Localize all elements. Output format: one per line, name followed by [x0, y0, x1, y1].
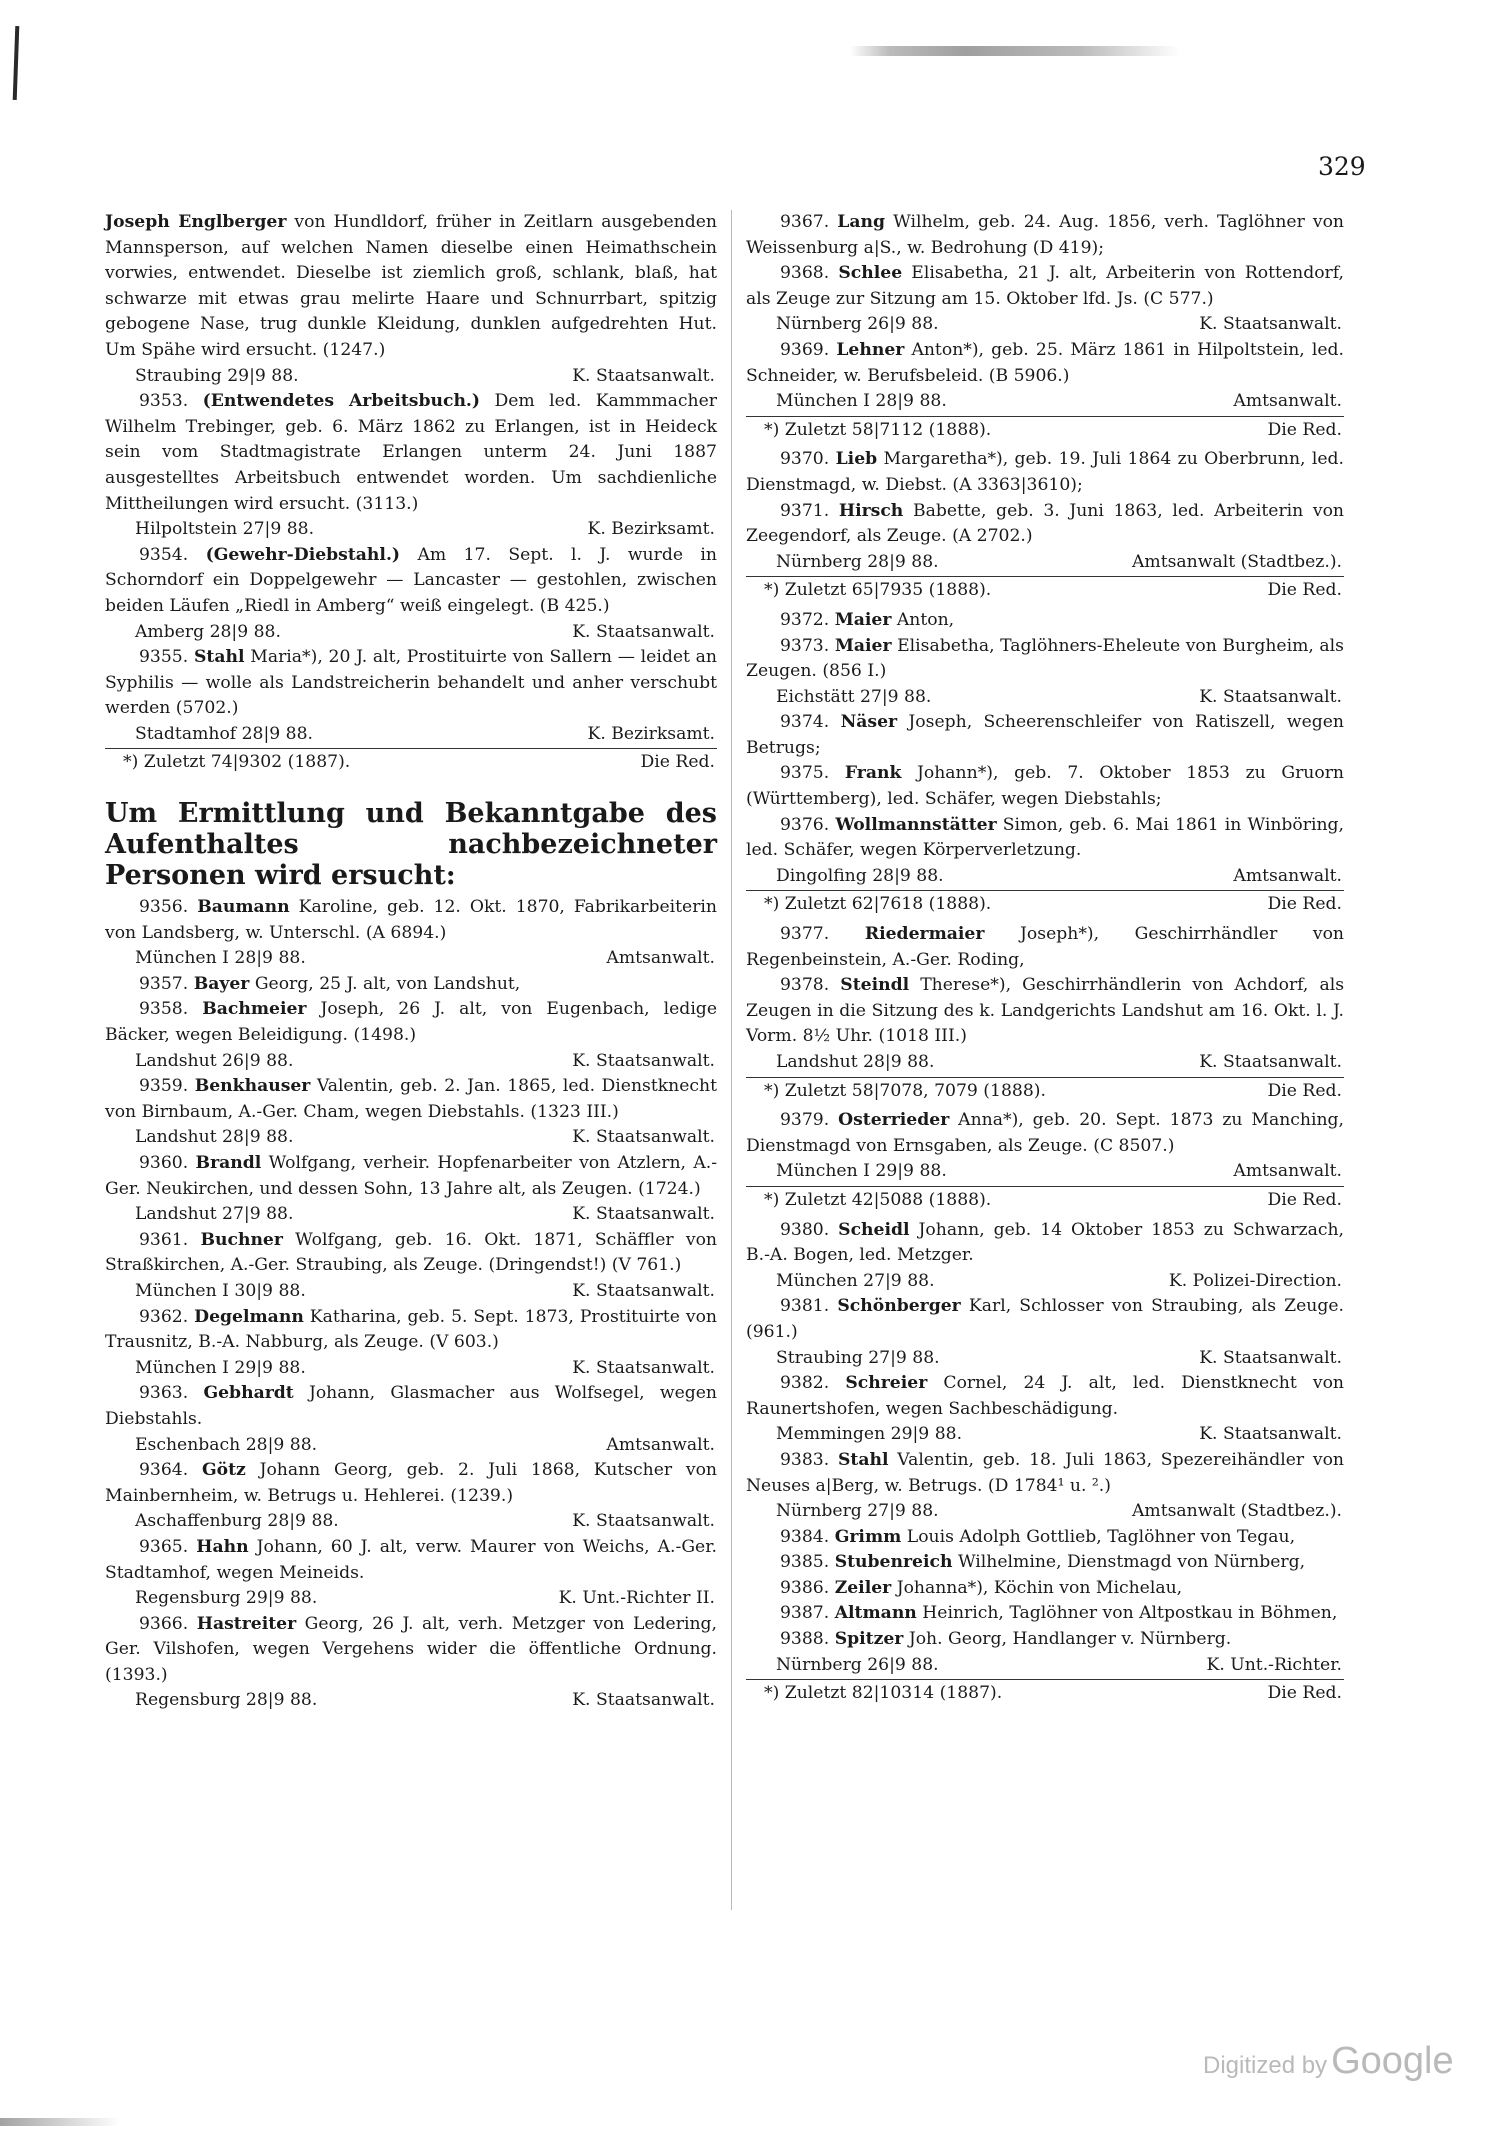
entry: [105, 210, 717, 389]
entry-name: Zeiler: [834, 1577, 892, 1598]
entry-name: Maier: [834, 609, 892, 630]
entry-place: Landshut 27|9 88.: [135, 1204, 294, 1225]
entry: [746, 1576, 1344, 1602]
entry-text: Louis Adolph Gottlieb, Taglöhner von Tegau,: [906, 1526, 1296, 1547]
entry-place: Regensburg 29|9 88.: [135, 1588, 318, 1609]
scan-mark: [13, 26, 20, 100]
entry-number: 9370.: [780, 449, 830, 470]
entry: [105, 895, 717, 972]
entry-number: 9356.: [139, 897, 189, 918]
entry-text: Wolfgang, verheir. Hopfenarbeiter von Atzlern, A.-Ger. Neukirchen, und dessen Sohn, 13 Jahre alt, als Zeugen. (1724.): [105, 1153, 718, 1199]
scan-smudge-bottom: [0, 2118, 120, 2126]
entry-number: 9381.: [780, 1296, 830, 1317]
entry-number: 9364.: [139, 1460, 189, 1481]
entry-text: Wilhelmine, Dienstmagd von Nürnberg,: [957, 1552, 1306, 1573]
entry-number: 9384.: [780, 1526, 830, 1547]
entry: [746, 813, 1344, 918]
entry: [746, 1218, 1344, 1295]
entry-text: Wolfgang, geb. 16. Okt. 1871, Schäffler von Straßkirchen, A.-Ger. Straubing, als Zeuge. (Dringendst!) (V 761.): [105, 1229, 718, 1276]
entry-authority: K. Bezirksamt.: [587, 723, 715, 744]
entry-place: Eichstätt 27|9 88.: [776, 686, 932, 707]
entry-authority: K. Staatsanwalt.: [1199, 1424, 1342, 1445]
entry-number: 9385.: [780, 1552, 830, 1573]
entry-number: 9382.: [780, 1373, 830, 1394]
entry-text: Therese*), Geschirrhändlerin von Achdorf, als Zeugen in die Sitzung des k. Landgerichts Landshut am 16. Okt. l. J. Vorm. 8½ Uhr. (1018 III.): [746, 975, 1345, 1047]
entry: [746, 261, 1344, 338]
footnote: *) Zuletzt 62|7618 (1888). Die Red.: [746, 890, 1344, 918]
entry-place: Nürnberg 26|9 88.: [776, 1654, 939, 1675]
entry-name: Hastreiter: [196, 1613, 297, 1634]
entry-name: Altmann: [834, 1603, 917, 1624]
entry-number: 9376.: [780, 814, 830, 835]
entry-number: 9387.: [780, 1603, 830, 1624]
entry-authority: K. Staatsanwalt.: [572, 621, 715, 642]
entry-text: Elisabetha, 21 J. alt, Arbeiterin von Rottendorf, als Zeuge zur Sitzung am 15. Oktober lfd. Js. (C 577.): [746, 263, 1344, 309]
entry: [746, 338, 1344, 443]
entry-place: München I 29|9 88.: [776, 1161, 947, 1182]
entry-text: Georg, 26 J. alt, verh. Metzger von Ledering, Ger. Vilshofen, wegen Vergehens wider die öffentliche Ordnung. (1393.): [105, 1613, 717, 1685]
entry: [746, 634, 1344, 711]
entry-authority: K. Polizei-Direction.: [1168, 1270, 1342, 1291]
entry-name: Maier: [834, 635, 892, 656]
entry: [105, 1074, 717, 1151]
entry-place: Regensburg 28|9 88.: [135, 1690, 318, 1711]
entry-authority: K. Staatsanwalt.: [1199, 314, 1342, 335]
entry: [746, 922, 1344, 973]
entry: [746, 499, 1344, 604]
entry-place: München 27|9 88.: [776, 1270, 935, 1291]
entry: [105, 1612, 717, 1714]
entry-number: 9355.: [139, 647, 189, 668]
scan-smudge: [850, 46, 1180, 56]
entry-number: 9353.: [139, 391, 189, 412]
footnote: *) Zuletzt 82|10314 (1887). Die Red.: [746, 1679, 1344, 1707]
entry-authority: K. Staatsanwalt.: [572, 1357, 715, 1378]
entry-text: Am 17. Sept. l. J. wurde in Schorndorf ein Doppelgewehr — Lancaster — gestohlen, zwischen beiden Läufen „Riedl in Amberg“ weiß eingelegt. (B 425.): [105, 544, 717, 616]
entry-name: Hahn: [196, 1536, 249, 1557]
entry-text: Valentin, geb. 2. Jan. 1865, led. Dienstknecht von Birnbaum, A.-Ger. Cham, wegen Diebstahls. (1323 III.): [105, 1076, 718, 1122]
entry-number: 9375.: [780, 763, 830, 784]
entry: [746, 447, 1344, 498]
google-logo: Google: [1331, 2040, 1454, 2082]
entry-number: 9388.: [780, 1629, 830, 1650]
entry-name: Stahl: [193, 647, 245, 668]
entry-authority: Amtsanwalt.: [1233, 1161, 1342, 1182]
entry-text: Elisabetha, Taglöhners-Eheleute von Burgheim, als Zeugen. (856 I.): [746, 635, 1344, 682]
entry-text: Valentin, geb. 18. Juli 1863, Spezereihändler von Neuses a|Berg, w. Betrugs. (D 1784¹ u. ².): [746, 1449, 1345, 1496]
entry-place: München I 29|9 88.: [135, 1357, 306, 1378]
entry-name: Schlee: [838, 263, 903, 284]
entry: [105, 972, 717, 998]
entry: [746, 1525, 1344, 1551]
page-number: 329: [1318, 152, 1366, 181]
entry: [746, 1108, 1344, 1213]
entry-number: 9367.: [780, 212, 830, 232]
entry-authority: Amtsanwalt.: [1233, 865, 1342, 886]
entry-name: (Gewehr-Diebstahl.): [205, 544, 401, 565]
entry-place: Landshut 28|9 88.: [776, 1052, 935, 1072]
entry-text: Maria*), 20 J. alt, Prostituirte von Sallern — leidet an Syphilis — wolle als Landstreicherin behandelt und anher verschubt werden (5702.): [105, 647, 717, 719]
section-heading: Um Ermittlung und Bekanntgabe des Aufenthaltes nachbezeichneter Personen wird ersucht:: [105, 798, 717, 892]
entry-authority: Amtsanwalt.: [1233, 391, 1342, 412]
entry: [105, 1535, 717, 1612]
entry-authority: K. Staatsanwalt.: [572, 1050, 715, 1071]
entry-authority: Amtsanwalt (Stadtbez.).: [1132, 1501, 1342, 1522]
entry-number: 9379.: [780, 1110, 830, 1131]
entry-authority: K. Staatsanwalt.: [1199, 686, 1342, 707]
entry-name: Brandl: [195, 1153, 262, 1173]
entry-authority: K. Staatsanwalt.: [572, 1690, 715, 1711]
entry-text: Dem led. Kammmacher Wilhelm Trebinger, geb. 6. März 1862 zu Erlangen, ist in Heideck sein vom Stadtmagistrate Erlangen unterm 24. Juni 1887 ausgestelltes Arbeitsbuch entwendet worden. Um sachdienliche Mittheilungen wird ersucht. (3113.): [105, 391, 718, 514]
entry-name: Gebhardt: [203, 1383, 294, 1404]
entry-place: Nürnberg 27|9 88.: [776, 1501, 939, 1522]
footnote: *) Zuletzt 74|9302 (1887). Die Red.: [105, 748, 717, 776]
entry: [746, 1550, 1344, 1576]
footnote: *) Zuletzt 65|7935 (1888). Die Red.: [746, 576, 1344, 604]
entry: [746, 210, 1344, 261]
entry-text: Johanna*), Köchin von Michelau,: [896, 1577, 1183, 1598]
entry-place: Dingolfing 28|9 88.: [776, 865, 944, 886]
entry-name: Degelmann: [194, 1306, 304, 1327]
entry-place: Amberg 28|9 88.: [135, 621, 281, 642]
entry-authority: Amtsanwalt.: [606, 948, 715, 969]
entry-text: Johann, 60 J. alt, verw. Maurer von Weichs, A.-Ger. Stadtamhof, wegen Meineids.: [105, 1536, 718, 1583]
entry-name: Stahl: [837, 1449, 889, 1470]
entry-name: Steindl: [840, 975, 910, 996]
column-divider: [731, 210, 732, 1910]
entry: [746, 1371, 1344, 1448]
entry-place: Memmingen 29|9 88.: [776, 1424, 963, 1445]
entry-number: 9361.: [139, 1229, 189, 1250]
entry: [105, 389, 717, 543]
entry-name: Schreier: [845, 1373, 928, 1394]
entry-name: Bachmeier: [202, 999, 307, 1020]
entry-name: Frank: [844, 763, 902, 784]
entry-number: 9366.: [139, 1613, 189, 1634]
entry-name: Lieb: [835, 449, 878, 470]
entry-place: Landshut 26|9 88.: [135, 1050, 294, 1071]
entry-number: 9377.: [780, 924, 830, 945]
entry-place: Aschaffenburg 28|9 88.: [135, 1511, 339, 1532]
entry: [105, 1381, 717, 1458]
entry-authority: K. Staatsanwalt.: [572, 365, 715, 386]
entry-text: Anton,: [896, 609, 955, 630]
entry-number: 9368.: [780, 263, 830, 284]
entry-text: Wilhelm, geb. 24. Aug. 1856, verh. Taglöhner von Weissenburg a|S., w. Bedrohung (D 419);: [746, 212, 1344, 258]
entry-text: Simon, geb. 6. Mai 1861 in Winböring, led. Schäfer, wegen Körperverletzung.: [746, 814, 1344, 861]
right-column: [746, 210, 1344, 1711]
entry-text: Karoline, geb. 12. Okt. 1870, Fabrikarbeiterin von Landsberg, w. Unterschl. (A 6894.): [105, 897, 717, 943]
entry-number: 9359.: [139, 1076, 189, 1097]
entry-name: Stubenreich: [834, 1552, 953, 1573]
entry-authority: K. Staatsanwalt.: [572, 1204, 715, 1225]
entry-name: Götz: [201, 1460, 246, 1481]
entry-authority: K. Unt.-Richter II.: [558, 1588, 715, 1609]
entry-place: Nürnberg 26|9 88.: [776, 314, 939, 335]
entry-name: Schönberger: [837, 1296, 961, 1317]
footnote: *) Zuletzt 42|5088 (1888). Die Red.: [746, 1186, 1344, 1214]
entry-text: Joseph, Scheerenschleifer von Ratiszell, wegen Betrugs;: [746, 712, 1344, 758]
entry-number: 9386.: [780, 1577, 830, 1598]
entry-authority: K. Staatsanwalt.: [572, 1280, 715, 1301]
footnote: *) Zuletzt 58|7078, 7079 (1888). Die Red.: [746, 1077, 1344, 1105]
entry-number: 9378.: [780, 975, 830, 996]
entry-name: Baumann: [197, 897, 290, 918]
entry: [746, 1448, 1344, 1525]
entry: [746, 973, 1344, 1104]
entry-text: Margaretha*), geb. 19. Juli 1864 zu Oberbrunn, led. Dienstmagd, w. Diebst. (A 3363|3610);: [746, 449, 1344, 495]
entry-authority: K. Staatsanwalt.: [572, 1511, 715, 1532]
entry-number: 9383.: [780, 1449, 830, 1470]
entry: [105, 645, 717, 776]
entry-name: Benkhauser: [194, 1076, 311, 1097]
entry-number: 9380.: [780, 1219, 830, 1240]
digitized-watermark: [1203, 2040, 1454, 2083]
entry-name: Osterrieder: [838, 1110, 950, 1131]
entry: [105, 997, 717, 1074]
entry-text: Joseph*), Geschirrhändler von Regenbeinstein, A.-Ger. Roding,: [746, 924, 1344, 970]
entry-text: Johann, geb. 14 Oktober 1853 zu Schwarzach, B.-A. Bogen, led. Metzger.: [746, 1219, 1344, 1266]
entry-number: 9373.: [780, 635, 830, 656]
entry-name: Lang: [837, 212, 886, 232]
entry-place: Eschenbach 28|9 88.: [135, 1434, 318, 1455]
entry-number: 9358.: [139, 999, 189, 1020]
entry-text: Joseph, 26 J. alt, von Eugenbach, ledige Bäcker, wegen Beleidigung. (1498.): [105, 999, 717, 1046]
entry: [746, 761, 1344, 812]
entry: [105, 543, 717, 645]
entry-authority: K. Bezirksamt.: [587, 519, 715, 540]
entry-name: Spitzer: [834, 1629, 904, 1650]
entry: [105, 1305, 717, 1382]
entry-place: München I 28|9 88.: [135, 948, 306, 969]
entry-name: Scheidl: [838, 1219, 910, 1240]
entry-authority: Amtsanwalt.: [606, 1434, 715, 1455]
entry-authority: K. Staatsanwalt.: [1199, 1347, 1342, 1368]
entry-text: Johann Georg, geb. 2. Juli 1868, Kutscher von Mainbernheim, w. Betrugs u. Hehlerei. (1239.): [105, 1460, 718, 1506]
entry-place: München I 30|9 88.: [135, 1280, 306, 1301]
entry-number: 9374.: [780, 712, 830, 733]
entry-place: Stadtamhof 28|9 88.: [135, 723, 314, 744]
entry-number: 9354.: [139, 544, 189, 565]
entry-authority: Amtsanwalt (Stadtbez.).: [1132, 551, 1342, 572]
entry: [746, 1627, 1344, 1707]
entry-number: 9369.: [780, 339, 830, 360]
entry-text: Cornel, 24 J. alt, led. Dienstknecht von Raunertshofen, wegen Sachbeschädigung.: [746, 1373, 1344, 1419]
entry-name: Näser: [840, 712, 898, 733]
entry: [746, 1294, 1344, 1371]
entry-number: 9360.: [139, 1153, 189, 1173]
entry-place: Straubing 29|9 88.: [135, 365, 299, 386]
entry-text: von Hundldorf, früher in Zeitlarn ausgebenden Mannsperson, auf welchen Namen dieselbe einen Heimathschein vorwies, entwendet. Dieselbe ist ziemlich groß, schlank, blaß, hat schwarze mit etwas grau melirte Haare und Schnurrbart, spitzig gebogene Nase, trug dunkle Kleidung, dunklen aufgedrehten Hut. Um Spähe wird ersucht. (1247.): [105, 212, 717, 360]
entry-text: Anton*), geb. 25. März 1861 in Hilpoltstein, led. Schneider, w. Berufsbeleid. (B 5906.): [746, 339, 1344, 386]
entry-text: Babette, geb. 3. Juni 1863, led. Arbeiterin von Zeegendorf, als Zeuge. (A 2702.): [746, 500, 1344, 547]
footnote: *) Zuletzt 58|7112 (1888). Die Red.: [746, 416, 1344, 444]
entry: [105, 1458, 717, 1535]
entry-name: Buchner: [200, 1229, 283, 1250]
entry-text: Joh. Georg, Handlanger v. Nürnberg.: [908, 1629, 1232, 1650]
entry-name: Riedermaier: [864, 924, 985, 945]
entry-name: Joseph Englberger: [105, 212, 287, 232]
entry-number: 9357.: [139, 973, 189, 994]
entry-name: Wollmannstätter: [835, 814, 997, 835]
entry-place: Nürnberg 28|9 88.: [776, 551, 939, 572]
entry-place: Landshut 28|9 88.: [135, 1127, 294, 1148]
entry-authority: K. Unt.-Richter.: [1206, 1654, 1342, 1675]
entry: [105, 1228, 717, 1305]
entry-text: Johann*), geb. 7. Oktober 1853 zu Gruorn (Württemberg), led. Schäfer, wegen Diebstahls;: [746, 763, 1344, 810]
entry-text: Karl, Schlosser von Straubing, als Zeuge. (961.): [746, 1296, 1345, 1342]
entry: [746, 608, 1344, 634]
entry-name: (Entwendetes Arbeitsbuch.): [202, 391, 481, 412]
entry-authority: K. Staatsanwalt.: [1199, 1052, 1342, 1072]
entry-place: München I 28|9 88.: [776, 391, 947, 412]
entry-text: Heinrich, Taglöhner von Altpostkau in Böhmen,: [922, 1603, 1338, 1624]
entry-place: Hilpoltstein 27|9 88.: [135, 519, 315, 540]
entry-name: Lehner: [836, 339, 905, 360]
entry: [105, 1151, 717, 1228]
entry-name: Bayer: [193, 973, 250, 994]
entry-name: Hirsch: [838, 500, 904, 521]
entry-text: Katharina, geb. 5. Sept. 1873, Prostituirte von Trausnitz, B.-A. Nabburg, als Zeuge. (V 603.): [105, 1306, 718, 1353]
entry-text: Johann, Glasmacher aus Wolfsegel, wegen Diebstahls.: [105, 1383, 717, 1429]
entry: [746, 1601, 1344, 1627]
entry-text: Anna*), geb. 20. Sept. 1873 zu Manching, Dienstmagd von Ernsgaben, als Zeuge. (C 8507.): [746, 1110, 1344, 1156]
left-column: [105, 210, 717, 1714]
entry-number: 9363.: [139, 1383, 189, 1404]
entry-number: 9372.: [780, 609, 830, 630]
entry: [746, 710, 1344, 761]
entry-place: Straubing 27|9 88.: [776, 1347, 940, 1368]
entry-number: 9362.: [139, 1306, 189, 1327]
entry-authority: K. Staatsanwalt.: [572, 1127, 715, 1148]
entry-number: 9365.: [139, 1536, 189, 1557]
entry-text: Georg, 25 J. alt, von Landshut,: [254, 973, 521, 994]
entry-name: Grimm: [834, 1526, 902, 1547]
entry-number: 9371.: [780, 500, 830, 521]
watermark-prefix: Digitized by: [1203, 2052, 1328, 2079]
